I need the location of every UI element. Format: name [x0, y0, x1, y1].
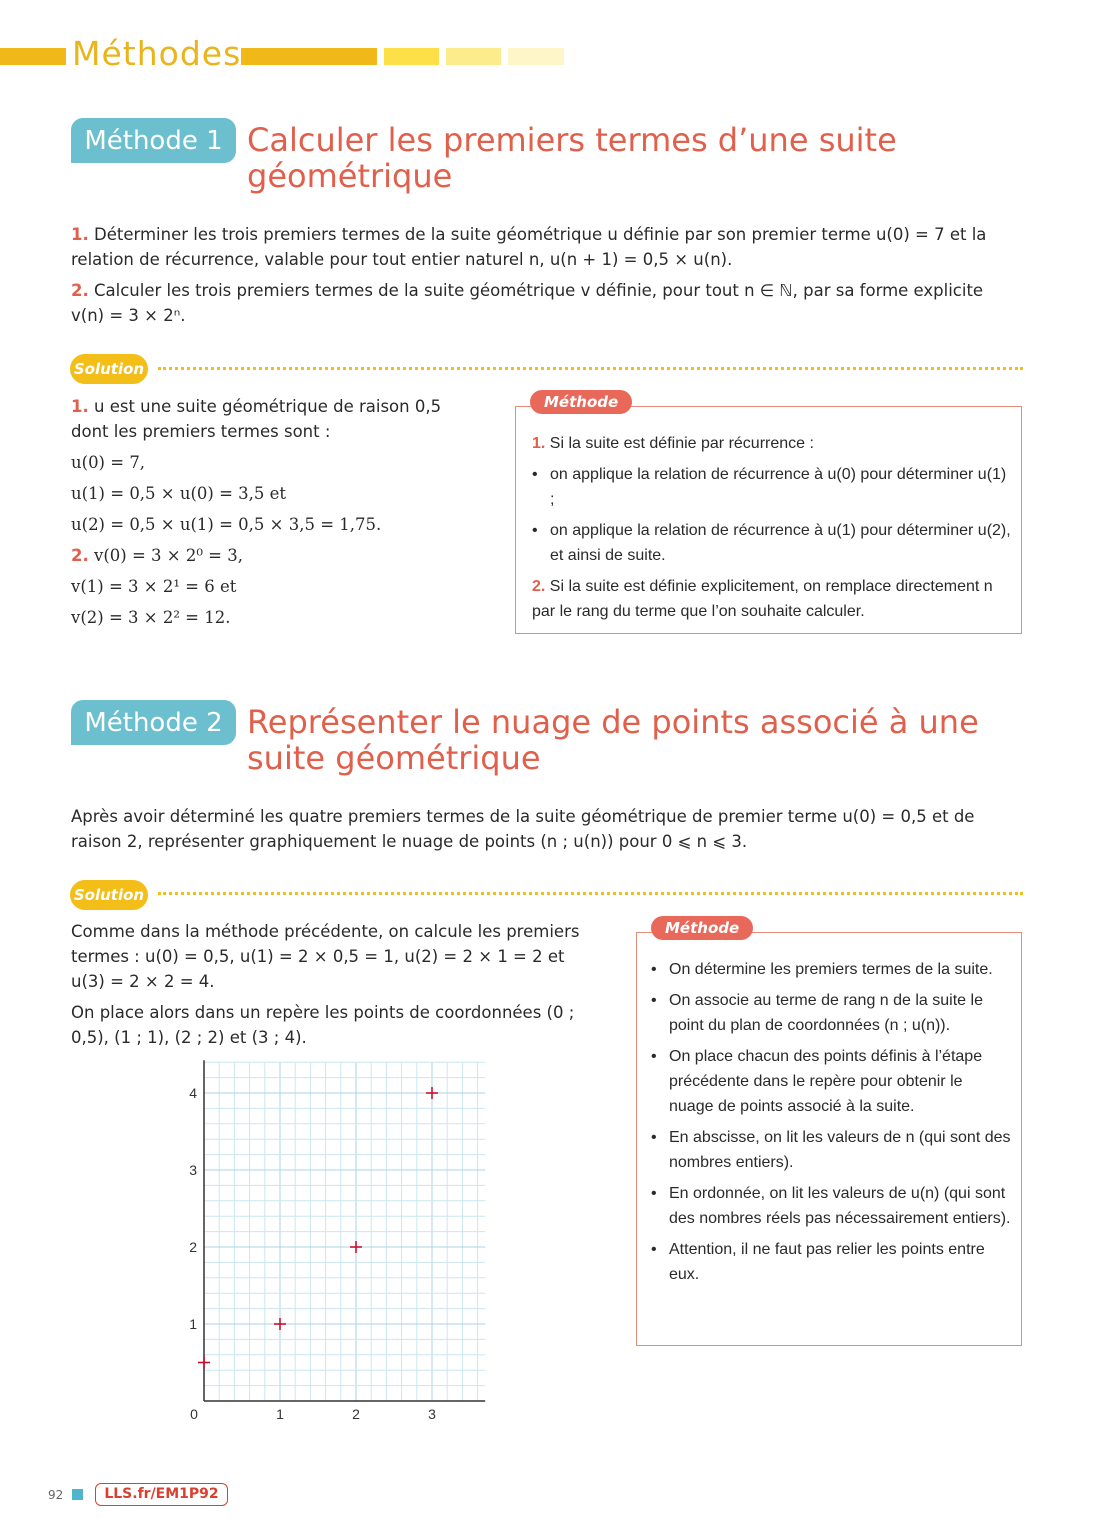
y-tick-label: 3	[189, 1162, 197, 1178]
q-text: Calculer les trois premiers termes de la suite géométrique v définie, pour tout n ∈ ℕ, par sa forme explicite v(n) = 3 × 2ⁿ.	[71, 281, 984, 325]
method-bullet: • Attention, il ne faut pas relier les points entre eux.	[651, 1237, 1011, 1287]
solution-line: v(2) = 3 × 2² = 12.	[71, 608, 231, 627]
method-1-title: Calculer les premiers termes d’une suite géométrique	[247, 121, 897, 195]
solution-badge: Solution	[70, 880, 148, 910]
num: 1.	[532, 435, 546, 452]
method-2-tag: Méthode 2	[71, 700, 236, 745]
x-tick-label: 3	[428, 1406, 436, 1422]
y-tick-label: 1	[189, 1316, 197, 1332]
method-label: Méthode	[651, 916, 753, 940]
method-2-title: Représenter le nuage de points associé à une suite géométrique	[247, 703, 979, 777]
method-1-tag: Méthode 1	[71, 118, 236, 163]
q-text: Déterminer les trois premiers termes de la suite géométrique u définie par son premier terme u(0) = 7 et la relation de récurrence, valable pour tout entier naturel n, u(n + 1) = 0,5 × u(n).	[71, 225, 987, 269]
section-title: Méthodes	[72, 34, 242, 73]
num: 2.	[532, 578, 546, 595]
scatter-chart	[170, 1050, 500, 1430]
solution-1	[71, 394, 461, 630]
square-icon	[72, 1489, 83, 1500]
sol-number: 2.	[71, 546, 89, 565]
question-1	[71, 222, 1021, 272]
header-bar	[241, 48, 377, 65]
method-bullet: • on applique la relation de récurrence à u(1) pour déterminer u(2), et ainsi de suite.	[532, 518, 1012, 568]
header-bar	[508, 48, 564, 65]
x-tick-label: 2	[352, 1406, 360, 1422]
q-number: 2.	[71, 281, 89, 300]
method-content	[532, 431, 1012, 624]
solution-para-1: Comme dans la méthode précédente, on calcule les premiers termes : u(0) = 0,5, u(1) = 2 × 0,5 = 1, u(2) = 2 × 1 = 2 et u(3) = 2 × 2 = 4.	[71, 922, 580, 991]
method-bullet: • on applique la relation de récurrence à u(0) pour déterminer u(1) ;	[532, 462, 1012, 512]
solution-para-2: On place alors dans un repère les points de coordonnées (0 ; 0,5), (1 ; 1), (2 ; 2) et (3 ; 4).	[71, 1003, 575, 1047]
web-link[interactable]: LLS.fr/EM1P92	[95, 1483, 228, 1506]
method-bullet: • En abscisse, on lit les valeurs de n (qui sont des nombres entiers).	[651, 1125, 1011, 1175]
solution-line: u(0) = 7,	[71, 453, 146, 472]
sol-text: v(0) = 3 × 2⁰ = 3,	[94, 546, 243, 565]
method-box	[636, 919, 1022, 1346]
question-2	[71, 278, 1021, 328]
text: Si la suite est définie explicitement, on remplace directement n par le rang du terme que l’on souhaite calculer.	[532, 578, 993, 620]
question: Après avoir déterminé les quatre premiers termes de la suite géométrique de premier terme u(0) = 0,5 et de raison 2, représenter graphiquement le nuage de points (n ; u(n)) pour 0 ⩽ n ⩽ 3.	[71, 807, 975, 851]
sol-text: u est une suite géométrique de raison 0,5 dont les premiers termes sont :	[71, 397, 442, 441]
method-bullet: • On détermine les premiers termes de la suite.	[651, 957, 1011, 982]
method-bullet: • On place chacun des points définis à l’étape précédente dans le repère pour obtenir le nuage de points associé à la suite.	[651, 1044, 1011, 1119]
dotted-divider	[158, 367, 1023, 370]
dotted-divider	[158, 892, 1023, 895]
y-tick-label: 2	[189, 1239, 197, 1255]
page-number: 92	[48, 1488, 64, 1502]
method-label: Méthode	[530, 390, 632, 414]
solution-line: v(1) = 3 × 2¹ = 6 et	[71, 577, 237, 596]
header-bar	[384, 48, 439, 65]
solution-badge: Solution	[70, 354, 148, 384]
q-number: 1.	[71, 225, 89, 244]
method-bullet: • On associe au terme de rang n de la suite le point du plan de coordonnées (n ; u(n)).	[651, 988, 1011, 1038]
method-box	[515, 393, 1022, 634]
x-tick-label: 0	[190, 1406, 198, 1422]
header-bar	[0, 48, 66, 65]
solution-line	[71, 394, 461, 444]
x-tick-label: 1	[276, 1406, 284, 1422]
solution-line	[71, 543, 461, 568]
text: Si la suite est définie par récurrence :	[549, 435, 814, 452]
method-content	[651, 957, 1011, 1287]
method-para	[532, 574, 1012, 624]
solution-line: u(1) = 0,5 × u(0) = 3,5 et	[71, 484, 287, 503]
method-bullet: • En ordonnée, on lit les valeurs de u(n) (qui sont des nombres réels pas nécessairement entiers).	[651, 1181, 1011, 1231]
solution-line: u(2) = 0,5 × u(1) = 0,5 × 3,5 = 1,75.	[71, 515, 382, 534]
data-point	[426, 1087, 438, 1099]
y-tick-label: 4	[189, 1085, 197, 1101]
data-point	[350, 1241, 362, 1253]
method-para	[532, 431, 1012, 456]
data-point	[274, 1318, 286, 1330]
header-bar	[446, 48, 501, 65]
data-point	[198, 1357, 210, 1369]
sol-number: 1.	[71, 397, 89, 416]
